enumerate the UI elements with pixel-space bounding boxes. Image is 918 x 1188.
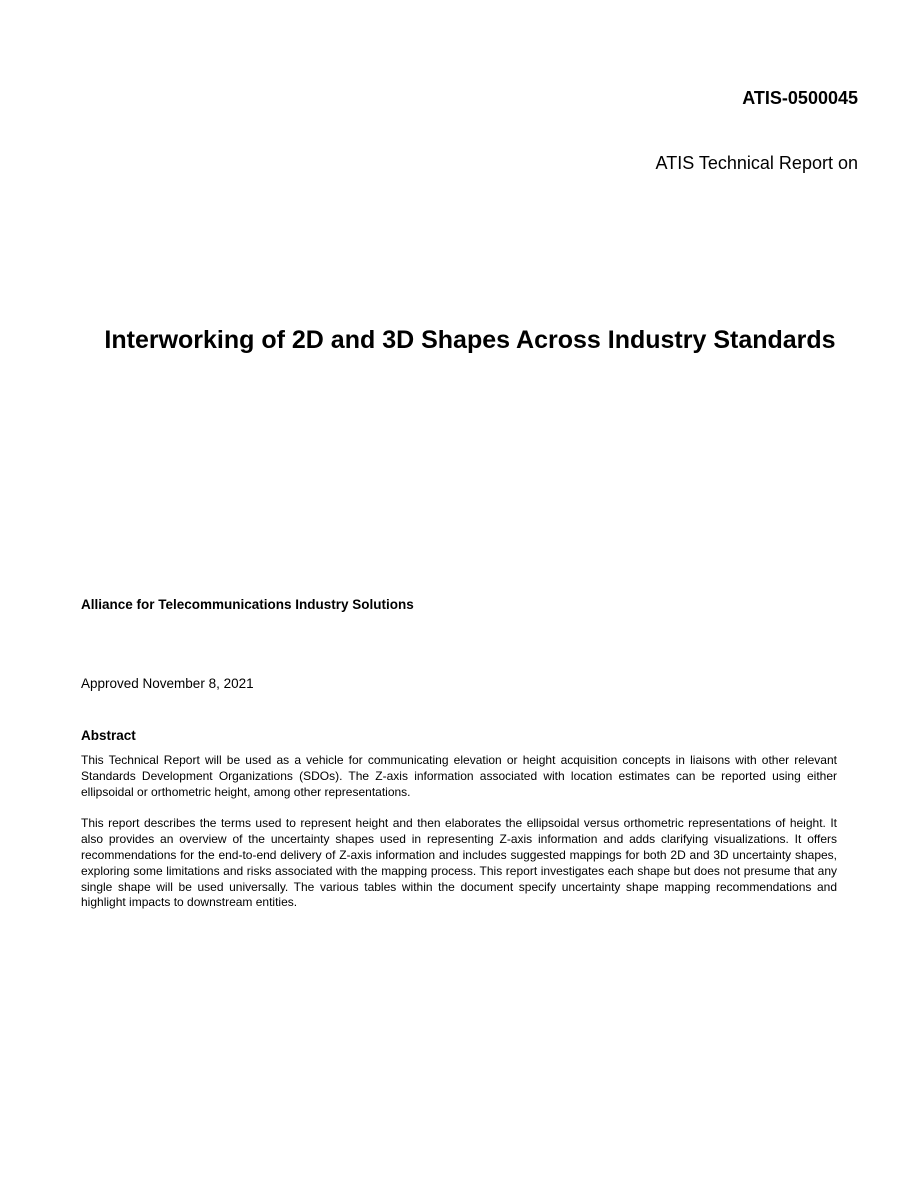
organization-name: Alliance for Telecommunications Industry Solutions: [81, 597, 414, 612]
abstract-body: [81, 753, 837, 927]
abstract-paragraph-1: This Technical Report will be used as a vehicle for communicating elevation or height acquisition concepts in liaisons with other relevant Standards Development Organizations (SDOs). The Z-axis information associated with location estimates can be reported using either ellipsoidal or orthometric height, among other representations.: [81, 753, 837, 799]
document-title: Interworking of 2D and 3D Shapes Across Industry Standards: [104, 326, 836, 354]
report-type-label: ATIS Technical Report on: [655, 153, 858, 173]
abstract-paragraph-2: This report describes the terms used to represent height and then elaborates the ellipsoidal versus orthometric representations of height. It also provides an overview of the uncertainty shapes used in representing Z-axis information and adds clarifying visualizations. It offers recommendations for the end-to-end delivery of Z-axis information and includes suggested mappings for both 2D and 3D uncertainty shapes, exploring some limitations and risks associated with the mapping process. This report investigates each shape but does not presume that any single shape will be used universally. The various tables within the document specify uncertainty shape mapping recommendations and highlight impacts to downstream entities.: [81, 816, 837, 910]
document-number: ATIS-0500045: [742, 88, 858, 108]
approval-date: Approved November 8, 2021: [81, 676, 254, 691]
abstract-heading: Abstract: [81, 728, 136, 743]
